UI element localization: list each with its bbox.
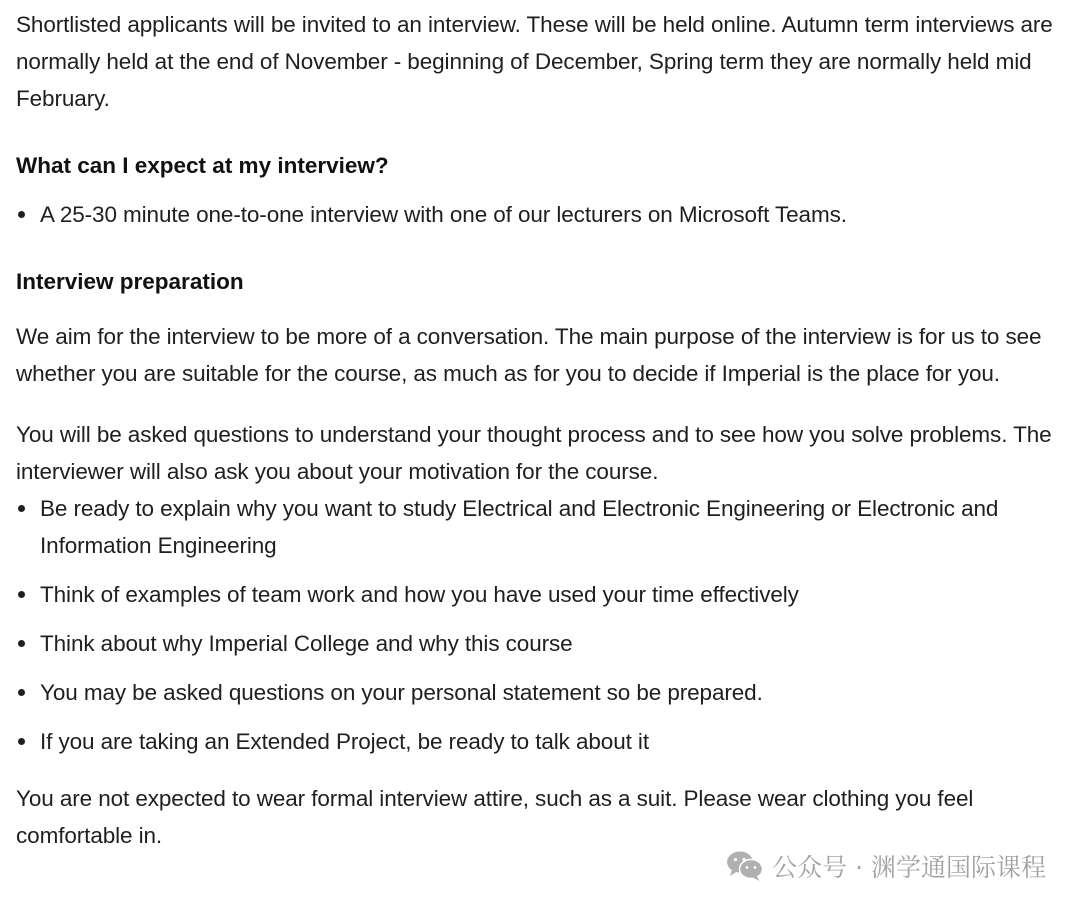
list-item-text: You may be asked questions on your personal statement so be prepared. xyxy=(40,680,763,705)
list-item-text: Think of examples of team work and how you have used your time effectively xyxy=(40,582,799,607)
list-item xyxy=(16,576,1072,613)
wechat-icon xyxy=(726,850,764,882)
preparation-paragraph-1: We aim for the interview to be more of a conversation. The main purpose of the interview is for us to see whether you are suitable for the course, as much as for you to decide if Imperial is the place for you. xyxy=(16,324,1042,386)
watermark-text: 公众号 · 渊学通国际课程 xyxy=(772,853,1046,882)
bullet-icon xyxy=(18,689,25,696)
heading-expect: What can I expect at my interview? xyxy=(16,153,389,178)
watermark xyxy=(726,848,1046,884)
preparation-list xyxy=(16,490,1072,760)
bullet-icon xyxy=(18,211,25,218)
list-item-text: If you are taking an Extended Project, be ready to talk about it xyxy=(40,729,649,754)
list-item xyxy=(16,490,1072,564)
list-item xyxy=(16,723,1072,760)
list-item xyxy=(16,674,1072,711)
bullet-icon xyxy=(18,591,25,598)
bullet-icon xyxy=(18,505,25,512)
intro-paragraph: Shortlisted applicants will be invited to an interview. These will be held online. Autumn term interviews are normally held at the end of November - beginning of December, Spring term they are normally held mid February. xyxy=(16,12,1053,111)
expect-list xyxy=(16,196,1072,233)
closing-paragraph: You are not expected to wear formal interview attire, such as a suit. Please wear clothing you feel comfortable in. xyxy=(16,786,974,848)
list-item xyxy=(16,196,1072,233)
list-item-text: Think about why Imperial College and why this course xyxy=(40,631,573,656)
heading-preparation: Interview preparation xyxy=(16,269,244,294)
document-body xyxy=(16,6,1072,854)
bullet-icon xyxy=(18,640,25,647)
list-item-text: Be ready to explain why you want to study Electrical and Electronic Engineering or Electronic and Information Engineering xyxy=(40,496,999,558)
list-item xyxy=(16,625,1072,662)
list-item-text: A 25-30 minute one-to-one interview with one of our lecturers on Microsoft Teams. xyxy=(40,202,847,227)
bullet-icon xyxy=(18,738,25,745)
preparation-paragraph-2: You will be asked questions to understand your thought process and to see how you solve problems. The interviewer will also ask you about your motivation for the course. xyxy=(16,422,1052,484)
